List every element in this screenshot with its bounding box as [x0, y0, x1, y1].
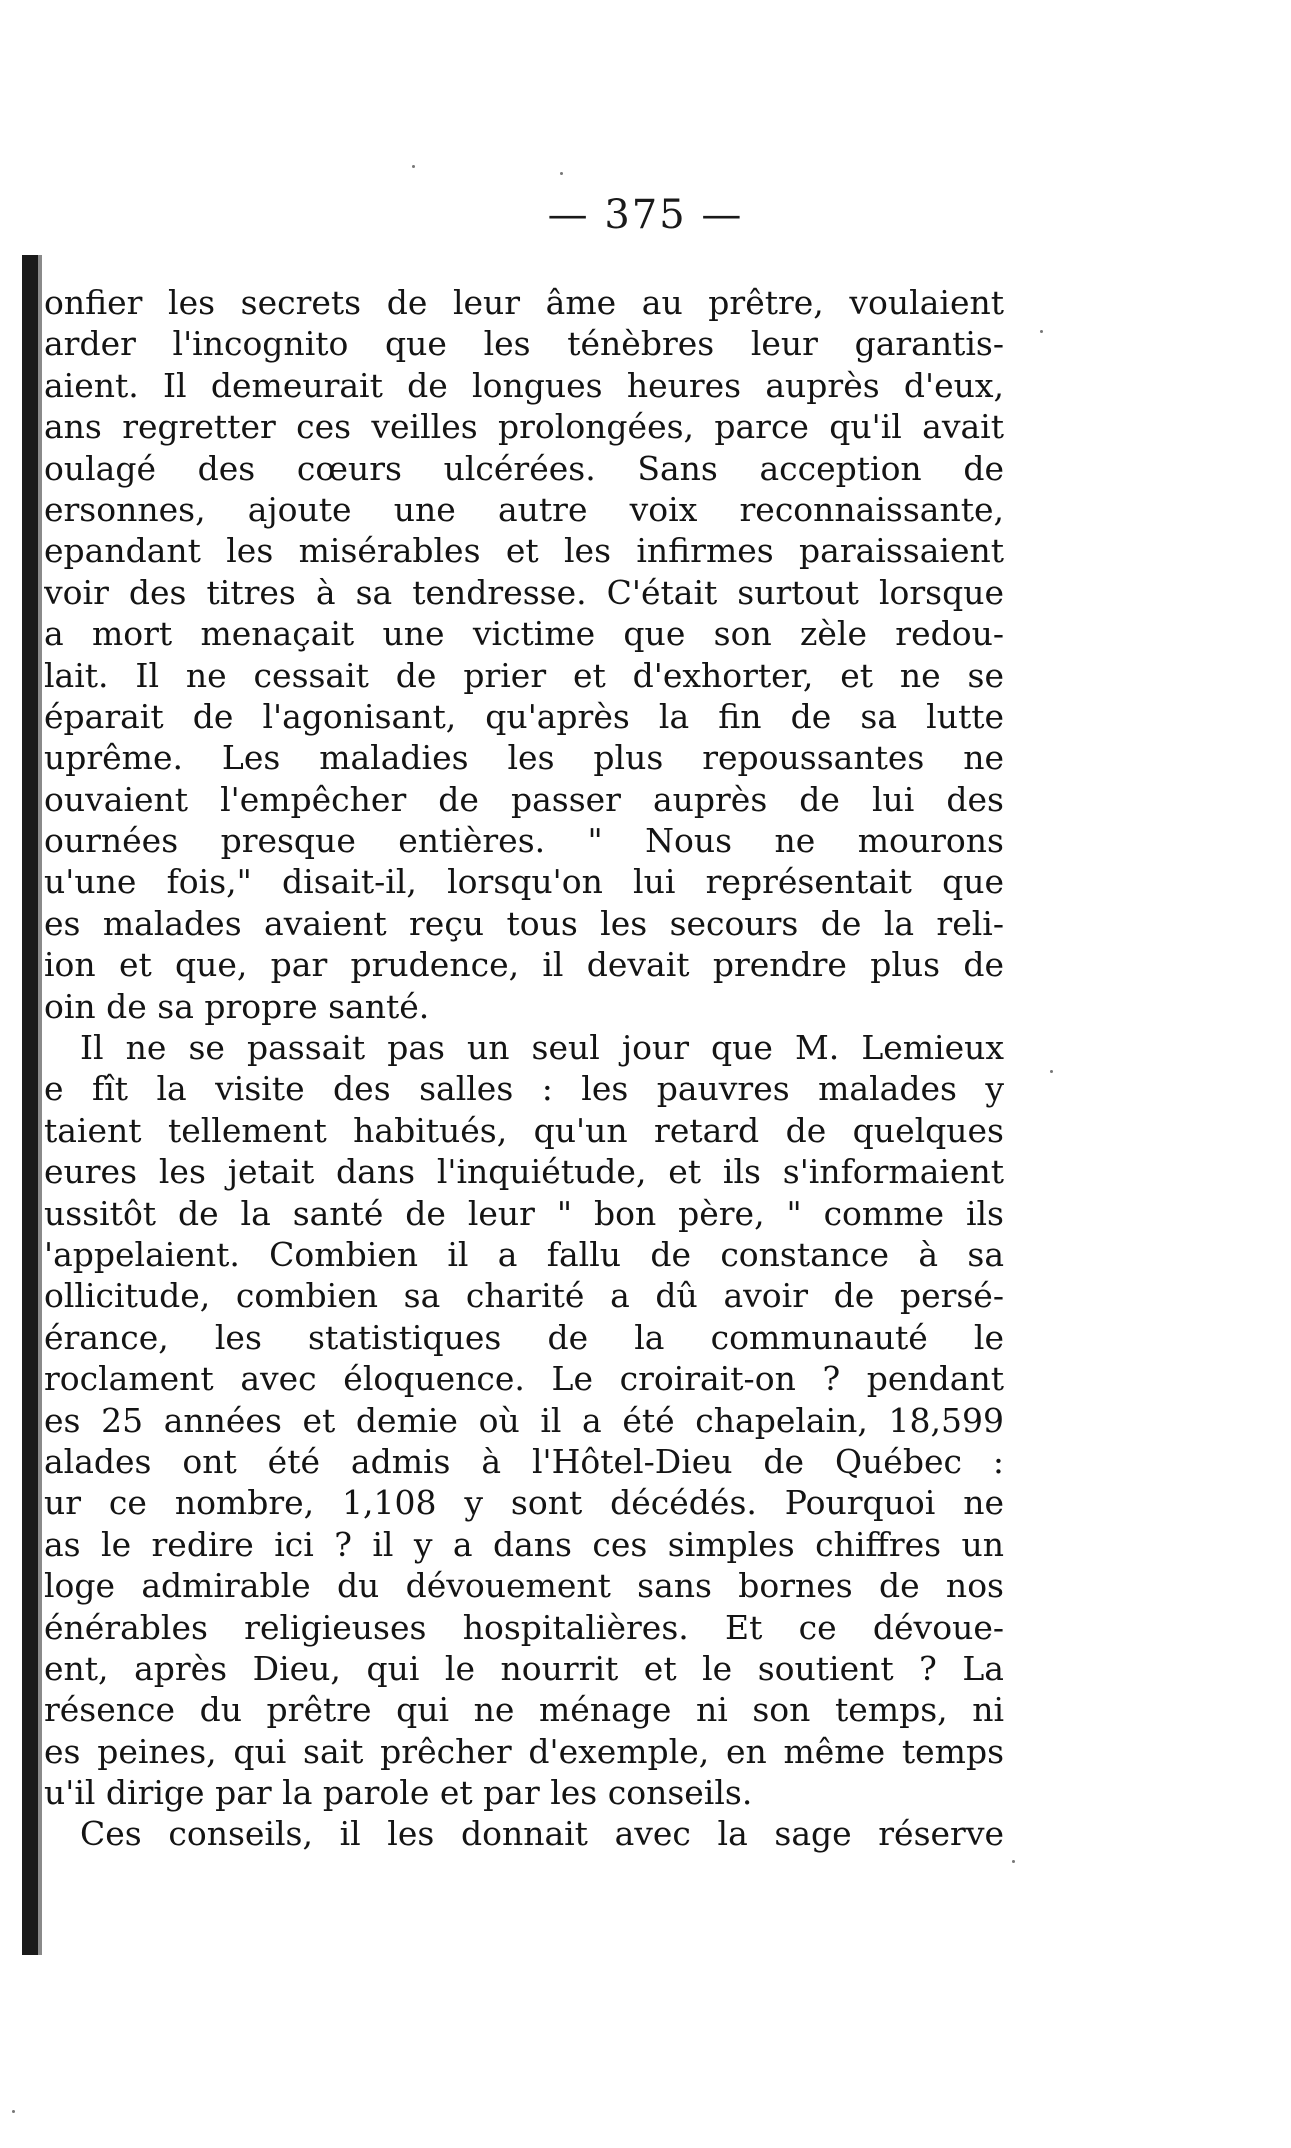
- text-line: ournées presque entières. " Nous ne mourons: [44, 821, 1004, 861]
- page-number: — 375 —: [547, 192, 744, 238]
- text-line: es peines, qui sait prêcher d'exemple, en même temps: [44, 1731, 1004, 1771]
- text-line: résence du prêtre qui ne ménage ni son temps, ni: [44, 1690, 1004, 1730]
- scan-speck: [1040, 330, 1043, 333]
- text-line: Il ne se passait pas un seul jour que M. Lemieux: [80, 1028, 1004, 1068]
- text-line: a mort menaçait une victime que son zèle redou-: [44, 614, 1004, 654]
- scan-speck: [12, 2110, 15, 2113]
- text-line: taient tellement habitués, qu'un retard de quelques: [44, 1110, 1004, 1150]
- scan-speck: [412, 165, 415, 168]
- binding-edge: [22, 255, 38, 1955]
- text-line: epandant les misérables et les infirmes paraissaient: [44, 531, 1004, 571]
- binding-shadow: [38, 255, 42, 1955]
- text-line: ent, après Dieu, qui le nourrit et le soutient ? La: [44, 1648, 1004, 1688]
- text-line: as le redire ici ? il y a dans ces simples chiffres un: [44, 1524, 1004, 1564]
- scan-speck: [1050, 1070, 1053, 1073]
- text-line: Ces conseils, il les donnait avec la sage réserve: [80, 1814, 1004, 1854]
- scan-speck: [560, 172, 563, 175]
- text-line: voir des titres à sa tendresse. C'était surtout lorsque: [44, 572, 1004, 612]
- text-line: ersonnes, ajoute une autre voix reconnaissante,: [44, 489, 1004, 529]
- text-line: éparait de l'agonisant, qu'après la fin de sa lutte: [44, 696, 1004, 736]
- text-line: ion et que, par prudence, il devait prendre plus de: [44, 945, 1004, 985]
- text-line: alades ont été admis à l'Hôtel-Dieu de Québec :: [44, 1441, 1004, 1481]
- text-line: érance, les statistiques de la communauté le: [44, 1317, 1004, 1357]
- text-line: u'il dirige par la parole et par les conseils.: [44, 1773, 753, 1813]
- text-line: arder l'incognito que les ténèbres leur garantis-: [44, 324, 1004, 364]
- text-line: oin de sa propre santé.: [44, 986, 430, 1026]
- text-line: 'appelaient. Combien il a fallu de constance à sa: [44, 1234, 1004, 1274]
- scan-speck: [1012, 1860, 1015, 1863]
- text-line: es malades avaient reçu tous les secours de la reli-: [44, 903, 1004, 943]
- text-line: eures les jetait dans l'inquiétude, et ils s'informaient: [44, 1152, 1004, 1192]
- body-text: [44, 282, 1004, 1855]
- text-line: onfier les secrets de leur âme au prêtre, voulaient: [44, 283, 1004, 322]
- text-line: uprême. Les maladies les plus repoussantes ne: [44, 738, 1004, 778]
- text-line: e fît la visite des salles : les pauvres malades y: [44, 1069, 1004, 1109]
- text-line: roclament avec éloquence. Le croirait-on ? pendant: [44, 1359, 1004, 1399]
- text-line: es 25 années et demie où il a été chapelain, 18,599: [44, 1400, 1004, 1440]
- text-line: aient. Il demeurait de longues heures auprès d'eux,: [44, 365, 1004, 405]
- text-line: loge admirable du dévouement sans bornes de nos: [44, 1566, 1004, 1606]
- text-line: ans regretter ces veilles prolongées, parce qu'il avait: [44, 407, 1004, 447]
- text-line: ouvaient l'empêcher de passer auprès de lui des: [44, 779, 1004, 819]
- text-line: énérables religieuses hospitalières. Et ce dévoue-: [44, 1607, 1004, 1647]
- text-line: oulagé des cœurs ulcérées. Sans acception de: [44, 448, 1004, 488]
- text-line: u'une fois," disait-il, lorsqu'on lui représentait que: [44, 862, 1004, 902]
- text-line: ussitôt de la santé de leur " bon père, " comme ils: [44, 1193, 1004, 1233]
- text-line: ollicitude, combien sa charité a dû avoir de persé-: [44, 1276, 1004, 1316]
- text-line: lait. Il ne cessait de prier et d'exhorter, et ne se: [44, 655, 1004, 695]
- text-line: ur ce nombre, 1,108 y sont décédés. Pourquoi ne: [44, 1483, 1004, 1523]
